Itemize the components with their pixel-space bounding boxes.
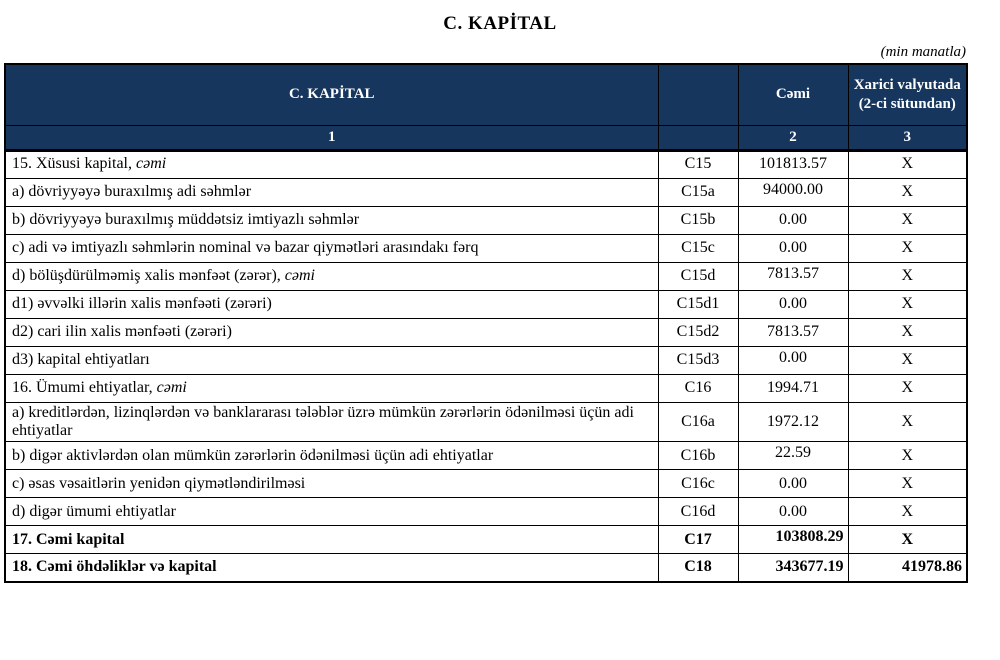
- row-label-italic: cəmi: [136, 155, 167, 173]
- subheader-name: 1: [5, 125, 658, 150]
- table-row: [5, 206, 967, 234]
- subheader-code: [658, 125, 738, 150]
- row-label: c) əsas vəsaitlərin yenidən qiymətləndirilməsi: [12, 474, 306, 492]
- row-label-cell: [5, 374, 658, 402]
- row-label-cell: [5, 402, 658, 442]
- subheader-foreign: 3: [848, 125, 967, 150]
- row-code: C15d: [658, 262, 738, 290]
- row-total: 0.00: [738, 346, 848, 374]
- row-total: 1972.12: [738, 402, 848, 442]
- table-row: [5, 526, 967, 554]
- row-foreign: X: [848, 526, 967, 554]
- row-label-cell: [5, 234, 658, 262]
- table-row: [5, 318, 967, 346]
- table-row: [5, 290, 967, 318]
- row-code: C15d1: [658, 290, 738, 318]
- col-header-code: [658, 64, 738, 125]
- capital-table: [4, 63, 968, 583]
- row-label-cell: [5, 498, 658, 526]
- row-foreign: X: [848, 150, 967, 178]
- row-total: 22.59: [738, 442, 848, 470]
- row-label-cell: [5, 554, 658, 582]
- table-row: [5, 262, 967, 290]
- row-code: C15a: [658, 178, 738, 206]
- row-label-cell: [5, 150, 658, 178]
- row-label: d) bölüşdürülməmiş xalis mənfəət (zərər),: [12, 266, 285, 284]
- table-body: [5, 150, 967, 582]
- row-total: 0.00: [738, 498, 848, 526]
- row-label-italic: cəmi: [284, 266, 315, 284]
- row-foreign: X: [848, 206, 967, 234]
- row-foreign: X: [848, 178, 967, 206]
- row-foreign: X: [848, 262, 967, 290]
- row-label-cell: [5, 262, 658, 290]
- row-code: C16c: [658, 470, 738, 498]
- header-row: [5, 64, 967, 125]
- row-label: a) dövriyyəyə buraxılmış adi səhmlər: [12, 182, 252, 200]
- row-foreign: X: [848, 442, 967, 470]
- row-foreign: X: [848, 402, 967, 442]
- row-code: C16d: [658, 498, 738, 526]
- row-total: 94000.00: [738, 178, 848, 206]
- row-total: 0.00: [738, 234, 848, 262]
- row-label: a) kreditlərdən, lizinqlərdən və banklararası tələblər üzrə mümkün zərərlərin ödənilməsi üçün adi ehtiyatlar: [12, 403, 634, 439]
- row-label-cell: [5, 470, 658, 498]
- row-total: 101813.57: [738, 150, 848, 178]
- row-code: C16: [658, 374, 738, 402]
- unit-note: (min manatla): [880, 44, 966, 60]
- row-label-cell: [5, 290, 658, 318]
- row-label: d3) kapital ehtiyatları: [12, 350, 150, 368]
- col-header-name: C. KAPİTAL: [5, 64, 658, 125]
- table-row: [5, 346, 967, 374]
- row-foreign: X: [848, 470, 967, 498]
- row-total: 103808.29: [738, 526, 848, 554]
- table-row: [5, 470, 967, 498]
- table-row: [5, 178, 967, 206]
- row-label-cell: [5, 206, 658, 234]
- col-header-total: Cəmi: [738, 64, 848, 125]
- row-total: 0.00: [738, 290, 848, 318]
- row-foreign: X: [848, 290, 967, 318]
- table-row: [5, 150, 967, 178]
- row-label: 16. Ümumi ehtiyatlar,: [12, 378, 157, 396]
- row-total: 0.00: [738, 206, 848, 234]
- table-row: [5, 402, 967, 442]
- row-label: 17. Cəmi kapital: [12, 530, 125, 548]
- table-header: [5, 64, 967, 150]
- row-code: C16b: [658, 442, 738, 470]
- row-code: C15c: [658, 234, 738, 262]
- table-row: [5, 374, 967, 402]
- row-foreign: 41978.86: [848, 554, 967, 582]
- row-label-cell: [5, 346, 658, 374]
- page-title: C. KAPİTAL: [443, 13, 557, 34]
- subheader-row: [5, 125, 967, 150]
- row-label: b) digər aktivlərdən olan mümkün zərərlərin ödənilməsi üçün adi ehtiyatlar: [12, 446, 494, 464]
- row-label: b) dövriyyəyə buraxılmış müddətsiz imtiyazlı səhmlər: [12, 210, 360, 228]
- row-code: C15d2: [658, 318, 738, 346]
- row-code: C17: [658, 526, 738, 554]
- row-foreign: X: [848, 374, 967, 402]
- row-total: 1994.71: [738, 374, 848, 402]
- row-total: 7813.57: [738, 318, 848, 346]
- row-label: c) adi və imtiyazlı səhmlərin nominal və bazar qiymətləri arasındakı fərq: [12, 238, 479, 256]
- subheader-total: 2: [738, 125, 848, 150]
- row-label-italic: cəmi: [156, 378, 187, 396]
- row-code: C16a: [658, 402, 738, 442]
- table-row: [5, 554, 967, 582]
- table-row: [5, 234, 967, 262]
- row-label: d2) cari ilin xalis mənfəəti (zərəri): [12, 322, 232, 340]
- row-total: 343677.19: [738, 554, 848, 582]
- row-label: d1) əvvəlki illərin xalis mənfəəti (zərəri): [12, 294, 272, 312]
- row-code: C15: [658, 150, 738, 178]
- row-code: C15b: [658, 206, 738, 234]
- table-row: [5, 442, 967, 470]
- row-foreign: X: [848, 498, 967, 526]
- row-foreign: X: [848, 234, 967, 262]
- row-code: C15d3: [658, 346, 738, 374]
- row-label-cell: [5, 526, 658, 554]
- col-header-foreign: Xarici valyutada (2-ci sütundan): [848, 64, 967, 125]
- row-label: d) digər ümumi ehtiyatlar: [12, 502, 176, 520]
- row-label-cell: [5, 442, 658, 470]
- row-label-cell: [5, 318, 658, 346]
- table-row: [5, 498, 967, 526]
- row-label-cell: [5, 178, 658, 206]
- row-total: 0.00: [738, 470, 848, 498]
- row-code: C18: [658, 554, 738, 582]
- row-label: 18. Cəmi öhdəliklər və kapital: [12, 558, 217, 576]
- row-label: 15. Xüsusi kapital,: [12, 155, 136, 173]
- row-foreign: X: [848, 318, 967, 346]
- row-total: 7813.57: [738, 262, 848, 290]
- row-foreign: X: [848, 346, 967, 374]
